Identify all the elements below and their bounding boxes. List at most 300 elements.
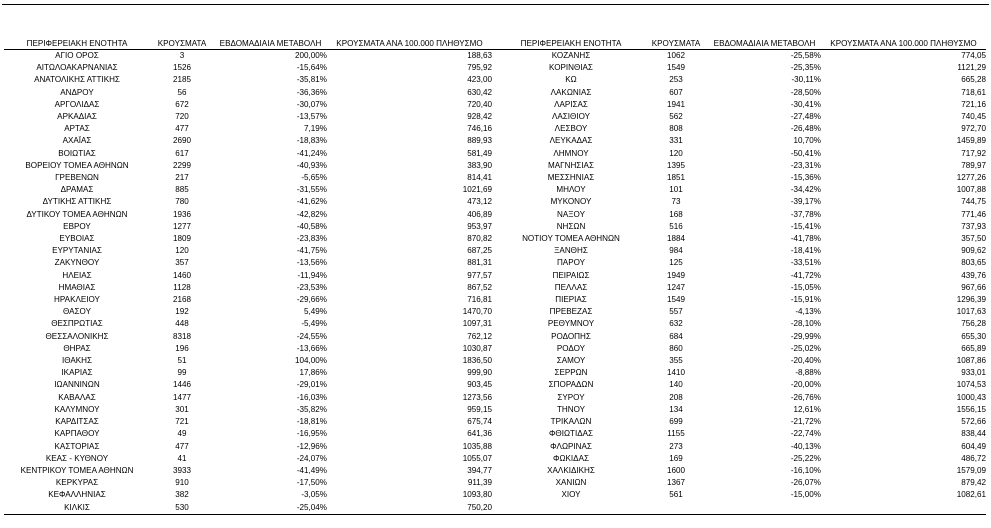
region-cell: ΣΕΡΡΩΝ [554, 368, 588, 378]
table-row [4, 184, 986, 196]
per-100k-cell: 959,15 [467, 404, 492, 414]
region-cell: ΧΑΛΚΙΔΙΚΗΣ [547, 465, 595, 475]
header-region-right: ΠΕΡΙΦΕΡΕΙΑΚΗ ΕΝΟΤΗΤΑ [498, 39, 644, 50]
per-100k-cell: 394,77 [467, 465, 492, 475]
per-100k-cell: 762,12 [467, 331, 492, 341]
per-100k-cell: 933,01 [961, 368, 986, 378]
region-cell: ΒΟΡΕΙΟΥ ΤΟΜΕΑ ΑΘΗΝΩΝ [25, 160, 129, 170]
cases-cell: 477 [175, 124, 189, 134]
per-100k-cell: 803,65 [961, 258, 986, 268]
table-row [4, 367, 986, 379]
per-100k-cell: 838,44 [961, 429, 986, 439]
region-cell: ΕΥΡΥΤΑΝΙΑΣ [52, 246, 102, 256]
region-cell: ΚΙΛΚΙΣ [4, 502, 150, 515]
per-100k-cell: 604,49 [961, 441, 986, 451]
weekly-change-cell: -36,36% [296, 87, 327, 97]
weekly-change-cell: -23,83% [296, 234, 327, 244]
per-100k-cell: 687,25 [467, 246, 492, 256]
cases-cell: 562 [669, 112, 683, 122]
cases-cell: 1936 [172, 209, 191, 219]
per-100k-cell: 814,41 [467, 173, 492, 183]
per-100k-cell: 188,63 [467, 51, 492, 60]
weekly-change-cell: -37,78% [790, 209, 821, 219]
region-cell: ΚΟΡΙΝΘΙΑΣ [549, 63, 593, 73]
region-cell: ΘΕΣΣΑΛΟΝΙΚΗΣ [45, 331, 109, 341]
weekly-change-cell: -27,48% [790, 112, 821, 122]
region-cell: ΑΙΤΩΛΟΑΚΑΡΝΑΝΙΑΣ [36, 63, 118, 73]
cases-cell: 1949 [666, 270, 685, 280]
weekly-change-cell: -25,58% [790, 51, 821, 60]
table-row [4, 282, 986, 294]
cases-cell: 140 [669, 380, 683, 390]
region-cell: ΛΕΥΚΑΔΑΣ [549, 136, 593, 146]
table-row [4, 453, 986, 465]
cases-cell: 1809 [172, 234, 191, 244]
cases-cell: 41 [177, 453, 187, 463]
cases-cell: 253 [669, 75, 683, 85]
weekly-change-cell: -16,95% [296, 429, 327, 439]
per-100k-cell: 439,76 [961, 270, 986, 280]
region-cell: ΔΥΤΙΚΟΥ ΤΟΜΕΑ ΑΘΗΝΩΝ [26, 209, 128, 219]
per-100k-cell: 718,61 [961, 87, 986, 97]
per-100k-cell: 486,72 [961, 453, 986, 463]
region-cell: ΜΕΣΣΗΝΙΑΣ [547, 173, 595, 183]
region-cell: ΑΓΙΟ ΟΡΟΣ [55, 51, 99, 60]
weekly-change-cell: -26,48% [790, 124, 821, 134]
region-cell: ΓΡΕΒΕΝΩΝ [55, 173, 99, 183]
table-row [4, 502, 986, 515]
per-100k-cell: 581,49 [467, 148, 492, 158]
table-row [4, 74, 986, 86]
region-cell: ΙΘΑΚΗΣ [61, 356, 93, 366]
weekly-change-cell: -17,50% [296, 478, 327, 488]
region-cell: ΚΑΛΥΜΝΟΥ [54, 404, 100, 414]
per-100k-cell: 572,66 [961, 417, 986, 427]
per-100k-cell: 630,42 [467, 87, 492, 97]
per-100k-cell: 1579,09 [956, 465, 986, 475]
weekly-change-cell: -40,13% [790, 441, 821, 451]
cases-cell: 808 [669, 124, 683, 134]
cases-cell: 196 [175, 343, 189, 353]
table-row [4, 441, 986, 453]
per-100k-cell: 972,70 [961, 124, 986, 134]
weekly-change-cell: -35,81% [296, 75, 327, 85]
cases-cell: 477 [175, 441, 189, 451]
weekly-change-cell: -16,03% [296, 392, 327, 402]
region-cell: ΚΕΝΤΡΙΚΟΥ ΤΟΜΕΑ ΑΘΗΝΩΝ [20, 465, 134, 475]
per-100k-cell: 1082,61 [956, 490, 986, 500]
cases-cell: 1941 [666, 99, 685, 109]
table-row [4, 196, 986, 208]
table-row [4, 233, 986, 245]
region-cell: ΝΟΤΙΟΥ ΤΟΜΕΑ ΑΘΗΝΩΝ [522, 234, 620, 244]
per-100k-cell: 716,81 [467, 295, 492, 305]
weekly-change-cell: -26,07% [790, 478, 821, 488]
cases-cell: 382 [175, 490, 189, 500]
cases-cell: 721 [175, 417, 189, 427]
weekly-change-cell: -34,42% [790, 185, 821, 195]
cases-cell: 217 [175, 173, 189, 183]
weekly-change-cell: -13,56% [296, 258, 327, 268]
cases-cell: 125 [669, 258, 683, 268]
region-cell: ΠΙΕΡΙΑΣ [555, 295, 587, 305]
region-cell: ΛΕΣΒΟΥ [554, 124, 588, 134]
per-100k-cell: 721,16 [961, 99, 986, 109]
per-100k-cell: 928,42 [467, 112, 492, 122]
cases-cell: 101 [669, 185, 683, 195]
table-row [4, 465, 986, 477]
cases-cell: 1395 [666, 160, 685, 170]
per-100k-cell: 1273,56 [462, 392, 492, 402]
cases-cell: 632 [669, 319, 683, 329]
region-cell: ΠΕΛΛΑΣ [554, 282, 588, 292]
header-weekly-change-left: ΕΒΔΟΜΑΔΙΑΙΑ ΜΕΤΑΒΟΛΗ [214, 39, 327, 50]
cases-cell: 8318 [172, 331, 191, 341]
region-cell [498, 502, 644, 515]
weekly-change-cell: -42,82% [296, 209, 327, 219]
region-cell: ΦΘΙΩΤΙΔΑΣ [548, 429, 594, 439]
weekly-change-cell: -29,01% [296, 380, 327, 390]
region-cell: ΤΗΝΟΥ [556, 404, 586, 414]
cases-cell: 2185 [172, 75, 191, 85]
per-100k-cell: 953,97 [467, 221, 492, 231]
per-100k-cell: 641,36 [467, 429, 492, 439]
cases-cell: 2690 [172, 136, 191, 146]
region-cell: ΣΠΟΡΑΔΩΝ [548, 380, 594, 390]
region-cell: ΑΧΑΪΑΣ [62, 136, 92, 146]
cases-cell: 49 [177, 429, 187, 439]
cases-cell: 780 [175, 197, 189, 207]
region-cell: ΠΕΙΡΑΙΩΣ [552, 270, 590, 280]
per-100k-cell: 867,52 [467, 282, 492, 292]
cases-cell: 1600 [666, 465, 685, 475]
cases-cell: 720 [175, 112, 189, 122]
table-row [4, 62, 986, 74]
table-row [4, 355, 986, 367]
weekly-change-cell: -18,83% [296, 136, 327, 146]
cases-cell: 1884 [666, 234, 685, 244]
table-row [4, 123, 986, 135]
header-region-left: ΠΕΡΙΦΕΡΕΙΑΚΗ ΕΝΟΤΗΤΑ [4, 39, 150, 50]
weekly-change-cell: -28,50% [790, 87, 821, 97]
per-100k-cell: 977,57 [467, 270, 492, 280]
region-cell: ΛΑΣΙΘΙΟΥ [551, 112, 591, 122]
cases-cell: 355 [669, 356, 683, 366]
weekly-change-cell: -50,41% [790, 148, 821, 158]
cases-cell: 1247 [666, 282, 685, 292]
weekly-change-cell: -16,10% [790, 465, 821, 475]
table-row [4, 221, 986, 233]
weekly-change-cell: -33,51% [790, 258, 821, 268]
weekly-change-cell: -25,35% [790, 63, 821, 73]
region-cell: ΧΑΝΙΩΝ [555, 478, 587, 488]
region-cell: ΘΑΣΟΥ [63, 307, 91, 317]
table-row [4, 245, 986, 257]
table-row [4, 343, 986, 355]
per-100k-cell: 999,90 [467, 368, 492, 378]
cases-cell: 2168 [172, 295, 191, 305]
per-100k-cell: 655,30 [961, 331, 986, 341]
per-100k-cell: 720,40 [467, 99, 492, 109]
per-100k-cell: 1836,50 [462, 356, 492, 366]
cases-cell: 1526 [172, 63, 191, 73]
region-cell: ΤΡΙΚΑΛΩΝ [550, 417, 592, 427]
region-cell: ΕΥΒΟΙΑΣ [59, 234, 95, 244]
per-100k-cell: 665,28 [961, 75, 986, 85]
table-row [4, 135, 986, 147]
weekly-change-cell: -21,72% [790, 417, 821, 427]
cases-cell: 1155 [667, 429, 685, 439]
per-100k-cell: 789,97 [961, 160, 986, 170]
region-cell: ΗΛΕΙΑΣ [62, 270, 92, 280]
weekly-change-cell: -25,02% [790, 343, 821, 353]
region-cell: ΡΟΔΟΠΗΣ [551, 331, 591, 341]
region-cell: ΡΟΔΟΥ [556, 343, 586, 353]
weekly-change-cell [708, 502, 821, 515]
region-cell: ΚΩ [565, 75, 577, 85]
cases-cell: 561 [669, 490, 683, 500]
weekly-change-cell: -4,13% [795, 307, 821, 317]
region-cell: ΚΑΡΠΑΘΟΥ [54, 429, 100, 439]
header-cases-left: ΚΡΟΥΣΜΑΤΑ [150, 39, 214, 50]
per-100k-cell: 1074,53 [956, 380, 986, 390]
cases-cell: 860 [669, 343, 683, 353]
region-cell: ΘΗΡΑΣ [63, 343, 91, 353]
weekly-change-cell: -15,36% [790, 173, 821, 183]
per-100k-cell: 1055,07 [462, 453, 492, 463]
region-cell: ΜΑΓΝΗΣΙΑΣ [548, 160, 594, 170]
region-cell: ΑΡΓΟΛΙΔΑΣ [54, 99, 100, 109]
weekly-change-cell: -3,05% [301, 490, 327, 500]
weekly-change-cell: -41,72% [790, 270, 821, 280]
cases-cell [644, 502, 708, 515]
weekly-change-cell: -20,00% [790, 380, 821, 390]
weekly-change-cell: -41,49% [296, 465, 327, 475]
table-row [4, 50, 986, 63]
cases-cell: 3 [179, 51, 185, 60]
weekly-change-cell: -25,04% [214, 502, 327, 515]
weekly-change-cell: 12,61% [793, 404, 821, 414]
cases-cell: 684 [669, 331, 683, 341]
region-cell: ΑΝΔΡΟΥ [60, 87, 94, 97]
cases-cell: 301 [175, 404, 189, 414]
per-100k-cell: 665,89 [961, 343, 986, 353]
cases-cell: 192 [175, 307, 189, 317]
weekly-change-cell: -41,78% [790, 234, 821, 244]
table-row [4, 428, 986, 440]
cases-cell: 273 [669, 441, 683, 451]
weekly-change-cell: -40,58% [296, 221, 327, 231]
region-cell: ΛΑΡΙΣΑΣ [554, 99, 588, 109]
per-100k-cell: 911,39 [467, 478, 492, 488]
cases-cell: 134 [669, 404, 683, 414]
per-100k-cell: 1470,70 [462, 307, 492, 317]
table-row [4, 379, 986, 391]
weekly-change-cell: -31,55% [296, 185, 327, 195]
region-cell: ΖΑΚΥΝΘΟΥ [54, 258, 100, 268]
cases-cell: 984 [669, 246, 683, 256]
table-row [4, 160, 986, 172]
weekly-change-cell: -30,11% [791, 75, 821, 85]
weekly-change-cell: 5,49% [304, 307, 327, 317]
region-cell: ΙΚΑΡΙΑΣ [61, 368, 93, 378]
per-100k-cell: 967,66 [961, 282, 986, 292]
per-100k-cell: 909,62 [961, 246, 986, 256]
cases-cell: 885 [175, 185, 189, 195]
per-100k-cell: 774,05 [961, 51, 986, 60]
region-cell: ΔΡΑΜΑΣ [60, 185, 94, 195]
weekly-change-cell: -15,00% [790, 490, 821, 500]
per-100k-cell: 1030,87 [462, 343, 492, 353]
cases-cell: 530 [150, 502, 214, 515]
weekly-change-cell: -28,10% [790, 319, 821, 329]
per-100k-cell: 870,82 [467, 234, 492, 244]
per-100k-cell: 1459,89 [956, 136, 986, 146]
header-weekly-change-right: ΕΒΔΟΜΑΔΙΑΙΑ ΜΕΤΑΒΟΛΗ [708, 39, 821, 50]
cases-cell: 120 [669, 148, 683, 158]
table-row [4, 416, 986, 428]
per-100k-cell: 1093,80 [462, 490, 492, 500]
cases-cell: 1446 [172, 380, 191, 390]
weekly-change-cell: -5,65% [301, 173, 327, 183]
per-100k-cell: 1017,63 [956, 307, 986, 317]
per-100k-cell: 771,46 [961, 209, 986, 219]
region-cell: ΑΡΤΑΣ [64, 124, 90, 134]
region-cell: ΚΑΡΔΙΤΣΑΣ [55, 417, 99, 427]
region-cell: ΝΗΣΩΝ [556, 221, 586, 231]
header-row [4, 39, 986, 50]
region-cell: ΜΗΛΟΥ [556, 185, 586, 195]
header-cases-right: ΚΡΟΥΣΜΑΤΑ [644, 39, 708, 50]
table-row [4, 477, 986, 489]
cases-cell: 51 [177, 356, 187, 366]
top-border-line [2, 4, 989, 5]
per-100k-cell: 744,75 [961, 197, 986, 207]
per-100k-cell: 1087,86 [956, 356, 986, 366]
per-100k-cell: 717,92 [961, 148, 986, 158]
per-100k-cell: 756,28 [961, 319, 986, 329]
weekly-change-cell: -8,88% [795, 368, 821, 378]
region-cell: ΚΟΖΑΝΗΣ [551, 51, 591, 60]
region-cell: ΣΑΜΟΥ [556, 356, 586, 366]
cases-cell: 910 [175, 478, 189, 488]
region-cell: ΦΩΚΙΔΑΣ [553, 453, 589, 463]
region-cell: ΗΜΑΘΙΑΣ [58, 282, 96, 292]
region-cell: ΣΥΡΟΥ [557, 392, 585, 402]
weekly-change-cell: -41,62% [296, 197, 327, 207]
region-cell: ΛΗΜΝΟΥ [553, 148, 589, 158]
cases-cell: 56 [177, 87, 187, 97]
cases-cell: 607 [669, 87, 683, 97]
table-row [4, 294, 986, 306]
cases-cell: 557 [669, 307, 683, 317]
region-cell: ΚΑΒΑΛΑΣ [58, 392, 96, 402]
region-cell: ΡΕΘΥΜΝΟΥ [547, 319, 595, 329]
per-100k-cell: 473,12 [467, 197, 492, 207]
table-row [4, 331, 986, 343]
cases-cell: 1851 [666, 173, 685, 183]
per-100k-cell: 889,93 [467, 136, 492, 146]
weekly-change-cell: -39,17% [790, 197, 821, 207]
table-row [4, 209, 986, 221]
weekly-change-cell: -13,57% [296, 112, 327, 122]
per-100k-cell: 746,16 [467, 124, 492, 134]
weekly-change-cell: 17,86% [299, 368, 327, 378]
weekly-change-cell: -18,81% [296, 417, 327, 427]
weekly-change-cell: -20,40% [790, 356, 821, 366]
weekly-change-cell: -23,31% [790, 160, 821, 170]
table-row [4, 404, 986, 416]
per-100k-cell: 357,50 [961, 234, 986, 244]
region-cell: ΛΑΚΩΝΙΑΣ [550, 87, 592, 97]
cases-cell: 1062 [666, 51, 685, 60]
region-cell: ΘΕΣΠΡΩΤΙΑΣ [51, 319, 103, 329]
region-cell: ΚΑΣΤΟΡΙΑΣ [54, 441, 100, 451]
table-row [4, 87, 986, 99]
region-cell: ΝΑΞΟΥ [557, 209, 585, 219]
region-cell: ΕΒΡΟΥ [63, 221, 91, 231]
per-100k-cell: 1035,88 [462, 441, 492, 451]
region-cell: ΠΑΡΟΥ [556, 258, 586, 268]
per-100k-cell: 879,42 [961, 478, 986, 488]
region-cell: ΚΕΦΑΛΛΗΝΙΑΣ [48, 490, 106, 500]
table-row [4, 318, 986, 330]
per-100k-cell: 1021,69 [462, 185, 492, 195]
region-cell: ΒΟΙΩΤΙΑΣ [58, 148, 96, 158]
cases-cell: 617 [175, 148, 189, 158]
header-per-100k-left: ΚΡΟΥΣΜΑΤΑ ΑΝΑ 100.000 ΠΛΗΘΥΣΜΟ [327, 39, 492, 50]
region-cell: ΔΥΤΙΚΗΣ ΑΤΤΙΚΗΣ [42, 197, 112, 207]
cases-by-region-table [4, 39, 986, 515]
weekly-change-cell: -18,41% [790, 246, 821, 256]
weekly-change-cell: -26,76% [790, 392, 821, 402]
region-cell: ΜΥΚΟΝΟΥ [550, 197, 592, 207]
weekly-change-cell: -11,94% [297, 270, 327, 280]
cases-cell: 1549 [666, 295, 685, 305]
per-100k-cell: 675,74 [467, 417, 492, 427]
table-row [4, 306, 986, 318]
table-row [4, 489, 986, 501]
weekly-change-cell: -30,07% [296, 99, 327, 109]
region-cell: ΚΕΑΣ - ΚΥΘΝΟΥ [45, 453, 109, 463]
weekly-change-cell: -24,07% [296, 453, 327, 463]
cases-cell: 73 [671, 197, 681, 207]
weekly-change-cell: -5,49% [301, 319, 327, 329]
cases-cell: 1460 [172, 270, 191, 280]
cases-cell: 3933 [172, 465, 191, 475]
per-100k-cell: 383,90 [467, 160, 492, 170]
table-row [4, 99, 986, 111]
weekly-change-cell: 7,19% [304, 124, 327, 134]
per-100k-cell: 750,20 [327, 502, 492, 515]
weekly-change-cell: -15,91% [790, 295, 821, 305]
per-100k-cell: 1007,88 [956, 185, 986, 195]
weekly-change-cell: -15,41% [790, 221, 821, 231]
per-100k-cell: 1296,39 [956, 295, 986, 305]
weekly-change-cell: -12,96% [296, 441, 327, 451]
per-100k-cell: 1277,26 [956, 173, 986, 183]
cases-cell: 168 [669, 209, 683, 219]
per-100k-cell: 423,00 [467, 75, 492, 85]
region-cell: ΑΡΚΑΔΙΑΣ [57, 112, 97, 122]
cases-cell: 1477 [172, 392, 191, 402]
table-row [4, 257, 986, 269]
region-cell: ΗΡΑΚΛΕΙΟΥ [54, 295, 100, 305]
weekly-change-cell: -15,05% [790, 282, 821, 292]
cases-cell: 448 [175, 319, 189, 329]
cases-cell: 1277 [172, 221, 191, 231]
cases-cell: 2299 [172, 160, 191, 170]
